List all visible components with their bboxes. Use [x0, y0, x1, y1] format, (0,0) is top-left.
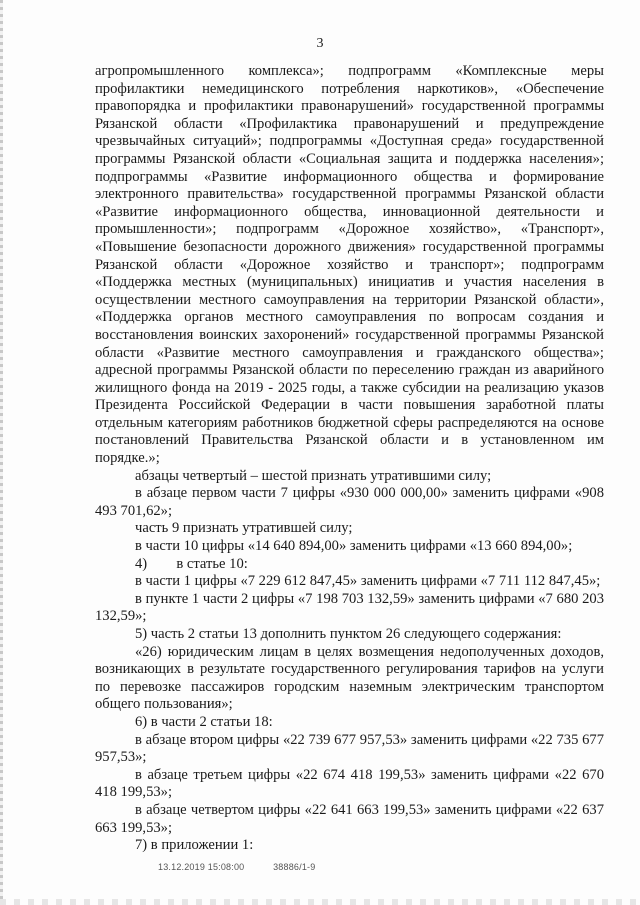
scan-edge-artifact	[0, 0, 3, 905]
paragraph-3: в абзаце первом части 7 цифры «930 000 000,00» заменить цифрами «908 493 701,62»;	[95, 485, 604, 519]
paragraph-4: часть 9 признать утратившей силу;	[135, 520, 353, 537]
paragraph-6: 4) в статье 10:	[135, 555, 248, 572]
paragraph-10: «26) юридическим лицам в целях возмещения недополученных доходов, возникающих в результате государственного регулирования тарифов на услуги по перевозке пассажиров городским наземным электрическим транспортом общего пользования»;	[95, 643, 604, 713]
scan-bottom-artifact	[0, 899, 640, 905]
page-number: 3	[316, 36, 324, 51]
paragraph-9: 5) часть 2 статьи 13 дополнить пунктом 26 следующего содержания:	[135, 626, 562, 642]
footer-datetime: 13.12.2019 15:08:00	[158, 862, 245, 872]
paragraph-2: абзацы четвертый – шестой признать утратившими силу;	[135, 467, 492, 484]
paragraph-14: в абзаце четвертом цифры «22 641 663 199,53» заменить цифрами «22 637 663 199,53»;	[95, 801, 604, 836]
paragraph-12: в абзаце втором цифры «22 739 677 957,53» заменить цифрами «22 735 677 957,53»;	[95, 731, 604, 766]
paragraph-5: в части 10 цифры «14 640 894,00» заменить цифрами «13 660 894,00»;	[135, 538, 573, 555]
paragraph-13: в абзаце третьем цифры «22 674 418 199,53» заменить цифрами «22 670 418 199,53»;	[95, 766, 604, 801]
document-footer	[158, 862, 341, 872]
paragraph-7: в части 1 цифры «7 229 612 847,45» заменить цифрами «7 711 112 847,45»;	[135, 573, 601, 590]
paragraph-8: в пункте 1 части 2 цифры «7 198 703 132,59» заменить цифрами «7 680 203 132,59»;	[95, 590, 604, 625]
paragraph-15: 7) в приложении 1:	[135, 837, 254, 854]
document-body	[95, 63, 604, 855]
paragraph-11: 6) в части 2 статьи 18:	[135, 713, 273, 730]
paragraph-1: агропромышленного комплекса»; подпрограмм «Комплексные меры профилактики немедицинского потребления наркотиков», «Обеспечение правопорядка и профилактики правонарушений» государственной программы Рязанской области «Профилактика правонарушений и предупреждение чрезвычайных ситуаций»; подпрограммы «Доступная среда» государственной программы Рязанской области «Социальная защита и поддержка населения»; подпрограммы «Развитие информационного общества и формирование электронного правительства» государственной программы Рязанской области «Развитие информационного общества, инновационной деятельности и промышленности»; подпрограмм «Дорожное хозяйство», «Транспорт», «Повышение безопасности дорожного движения» государственной программы Рязанской области «Дорожное хозяйство и транспорт»; подпрограмм «Поддержка местных (муниципальных) инициатив и участия населения в осуществлении местного самоуправления на территории Рязанской области», «Поддержка органов местного самоуправления по вопросам создания и восстановления воинских захоронений» государственной программы Рязанской области «Развитие местного самоуправления и гражданского общества»; адресной программы Рязанской области по переселению граждан из аварийного жилищного фонда на 2019 - 2025 годы, а также субсидии на реализацию указов Президента Российской Федерации в части повышения заработной платы отдельным категориям работников бюджетной сферы распределяются на основе постановлений Правительства Рязанской области и в установленном им порядке.»;	[95, 63, 604, 467]
footer-doc-id: 38886/1-9	[273, 862, 316, 872]
